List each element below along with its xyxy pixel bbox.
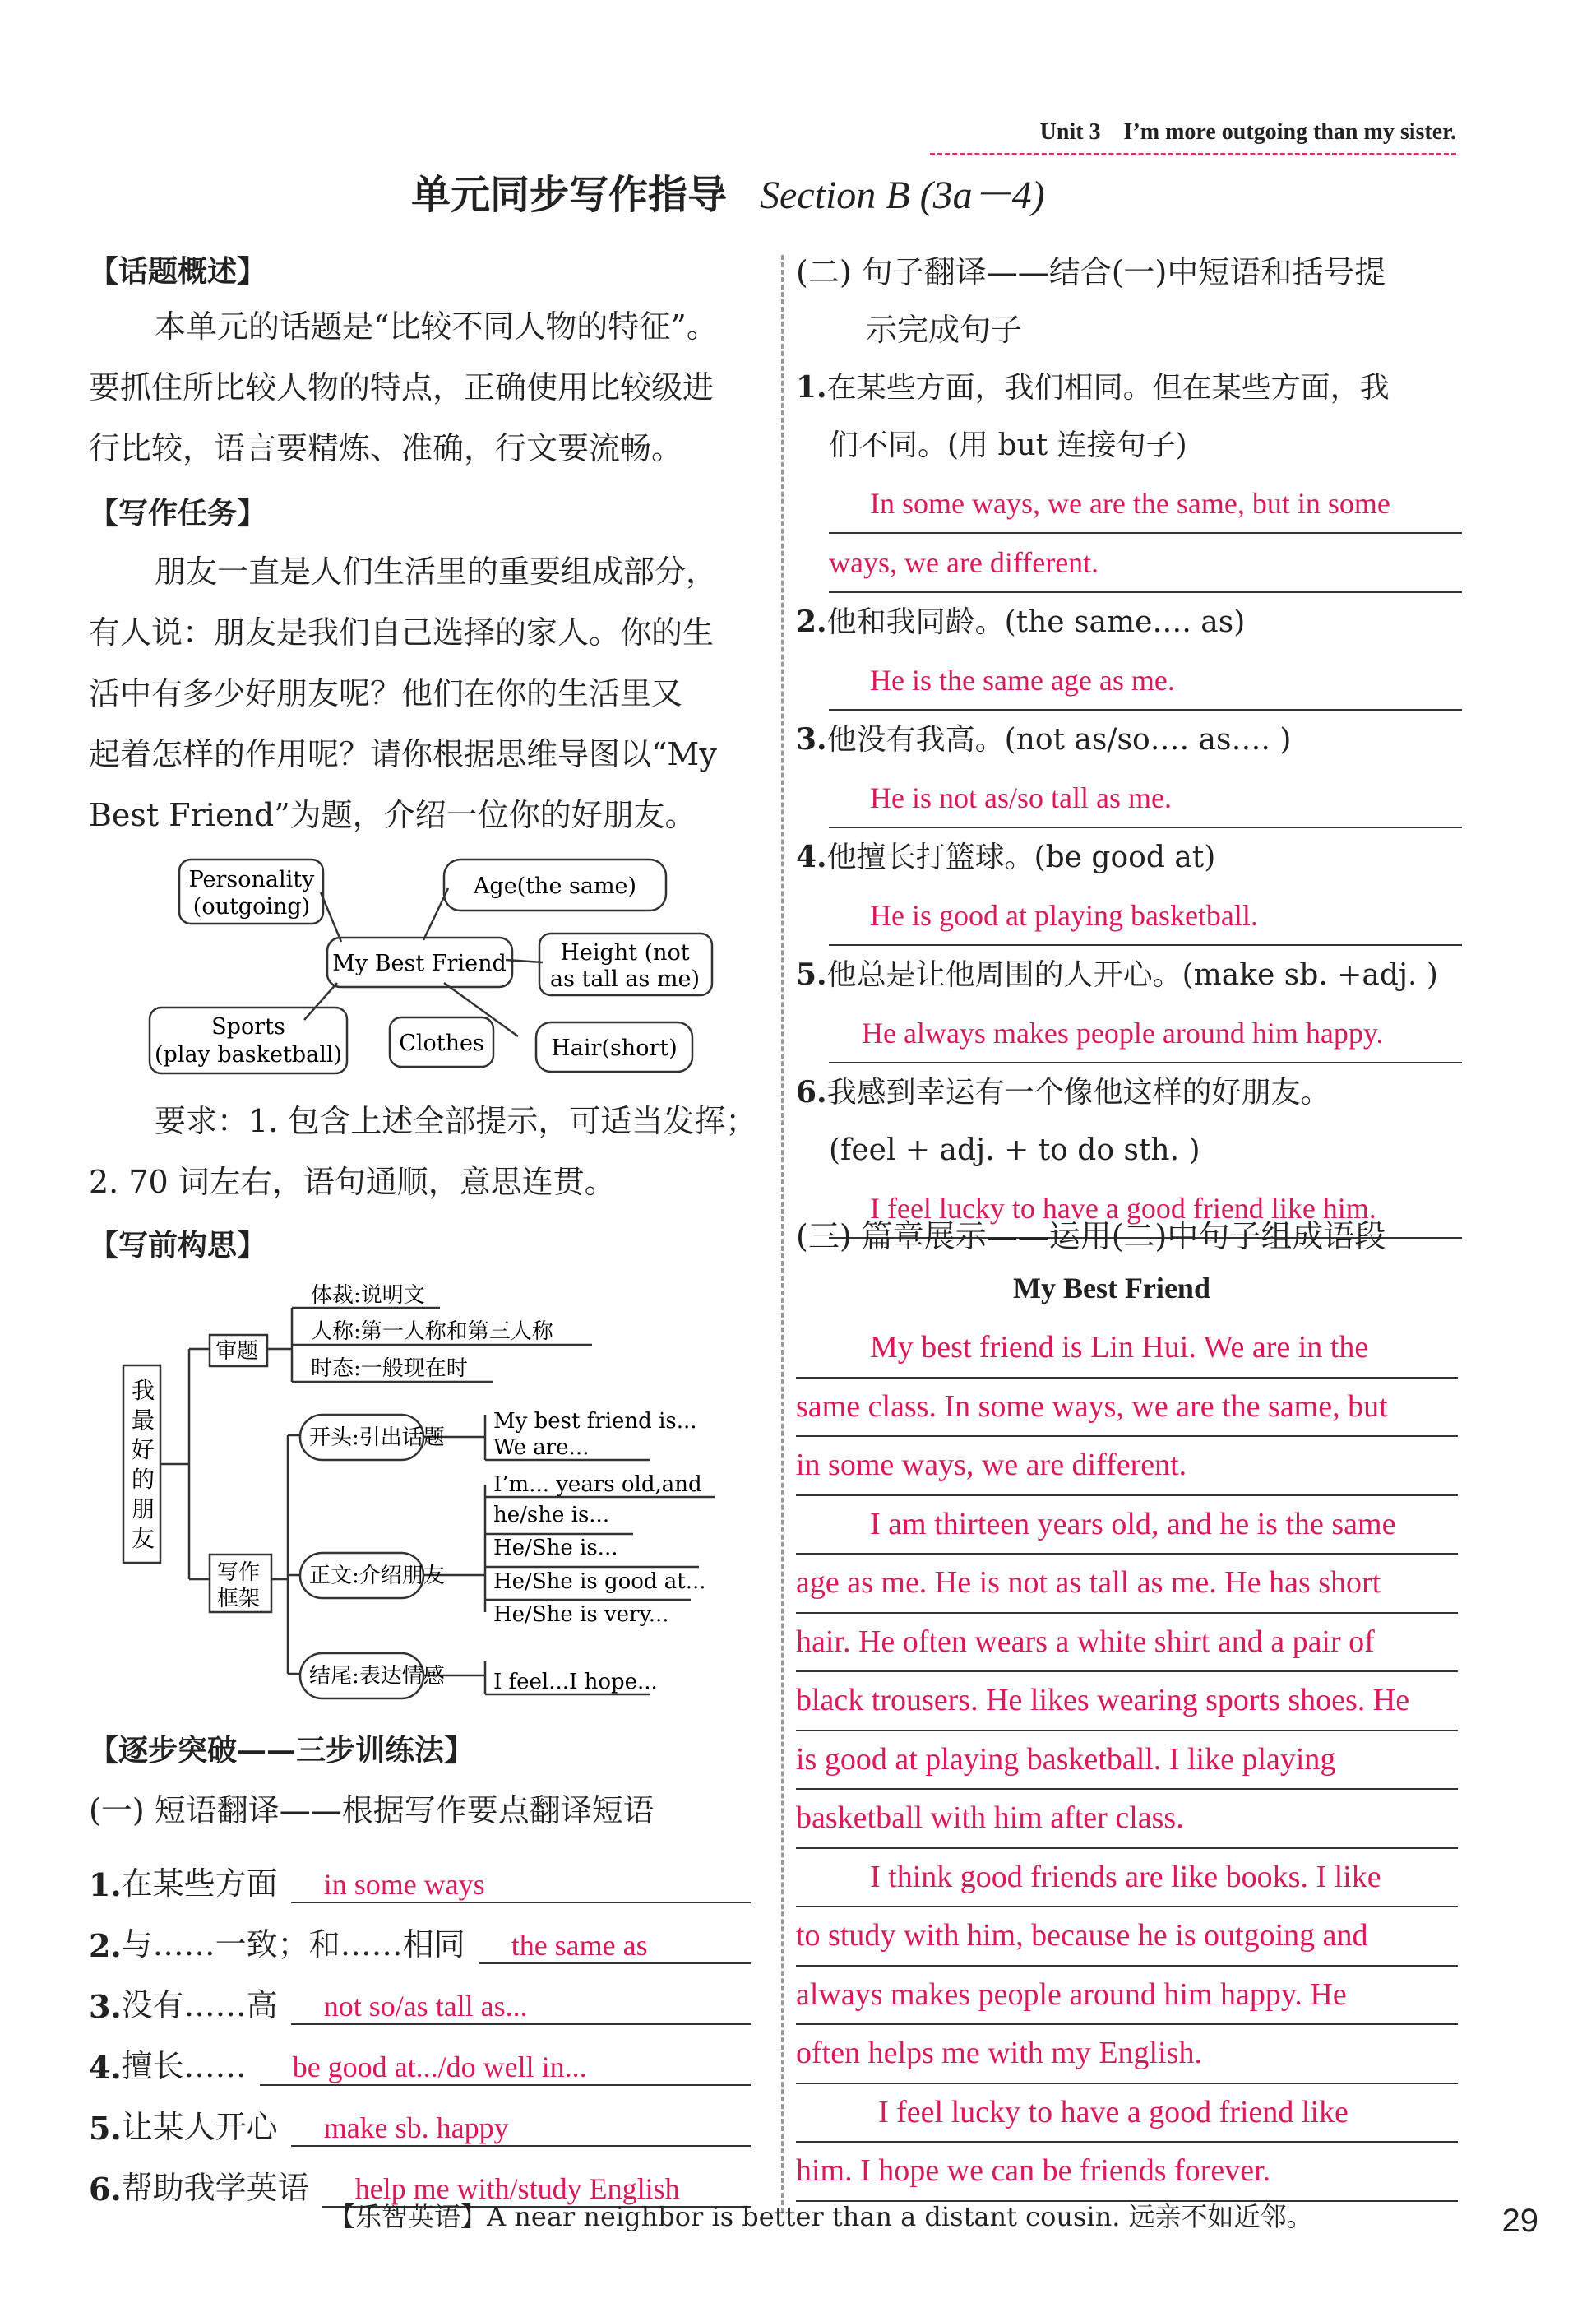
tree-zhengwen: 正文:介绍朋友	[309, 1564, 445, 1588]
task-line: 朋友一直是人们生活里的重要组成部分，	[155, 554, 718, 590]
paragraph-heading: (三) 篇章展示——运用(二)中句子组成语段	[796, 1218, 1386, 1254]
title-main: 单元同步写作指导	[411, 172, 728, 218]
page-number: 29	[1501, 2203, 1538, 2239]
phrase-item	[89, 1903, 751, 1964]
tree-zhengwen-line: He/She is good at...	[493, 1569, 706, 1594]
sentence-num: 5.	[796, 957, 827, 992]
sentence-item	[796, 828, 1462, 946]
sentence-question: 他总是让他周围的人开心。(make sb. +adj. )	[826, 958, 1438, 992]
tree-zhengwen-line: he/she is...	[493, 1503, 610, 1527]
essay-line: black trousers. He likes wearing sports shoes. He	[796, 1672, 1458, 1731]
mm-sports-sub: (play basketball)	[155, 1042, 342, 1068]
tree-kaitou-line: My best friend is...	[493, 1409, 697, 1434]
sentence-item	[796, 711, 1462, 828]
phrase-answer: make sb. happy	[291, 2111, 751, 2147]
topic-heading: 【话题概述】	[89, 254, 267, 289]
topic-line: 要抓住所比较人物的特点，正确使用比较级进	[89, 369, 715, 405]
phrase-answer: the same as	[479, 1928, 751, 1964]
sentence-num: 4.	[796, 840, 827, 874]
sentence-question: (feel + adj. + to do sth. )	[829, 1133, 1200, 1167]
tree-kaitou-line: We are...	[493, 1435, 590, 1460]
sentence-answer: I feel lucky to have a good friend like him.	[829, 1179, 1462, 1239]
task-line: Best Friend”为题，介绍一位你的好朋友。	[89, 797, 696, 833]
req-line: 要求：1. 包含上述全部提示，可适当发挥；	[155, 1103, 757, 1139]
root-char: 友	[132, 1525, 155, 1552]
essay-line: same class. In some ways, we are the same, but	[796, 1379, 1458, 1438]
tree-shenti: 审题	[215, 1339, 259, 1364]
mm-sports: Sports	[211, 1014, 285, 1040]
task-line: 起着怎样的作用呢？请你根据思维导图以“My	[89, 736, 717, 772]
sentence-num: 2.	[796, 605, 827, 639]
essay-line: often helps me with my English.	[796, 2025, 1458, 2084]
req-line: 2. 70 词左右，语句通顺，意思连贯。	[89, 1164, 616, 1200]
tree-root	[132, 1377, 155, 1552]
root-char: 我	[132, 1377, 155, 1404]
column-divider	[781, 255, 784, 2213]
sentence-answer: ways, we are different.	[829, 534, 1462, 593]
phrase-item	[89, 2025, 751, 2086]
tree-jiewei-line: I feel...I hope...	[493, 1670, 658, 1694]
phrase-item	[89, 1964, 751, 2025]
mind-map	[140, 851, 715, 1086]
step-heading: 【逐步突破——三步训练法】	[89, 1733, 474, 1768]
mm-age: Age(the same)	[473, 873, 637, 899]
essay-title: My Best Friend	[1013, 1272, 1210, 1304]
essay-line: I think good friends are like books. I like	[796, 1849, 1458, 1908]
phrase-num: 5.	[89, 2110, 122, 2147]
phrase-question: 让某人开心	[121, 2109, 278, 2145]
task-line: 活中有多少好朋友呢？他们在你的生活里又	[89, 675, 683, 711]
phrase-answer: not so/as tall as...	[291, 1989, 751, 2025]
sentence-question: 他擅长打篮球。(be good at)	[826, 841, 1216, 874]
sentence-heading-line: 示完成句子	[866, 312, 1023, 348]
phrase-num: 3.	[89, 1988, 122, 2025]
header-rule	[930, 153, 1456, 155]
root-char: 的	[132, 1466, 155, 1493]
sentence-num: 3.	[796, 722, 827, 757]
footer-proverb: 【乐智英语】A near neighbor is better than a distant cousin. 远亲不如近邻。	[329, 2201, 1313, 2232]
phrase-num: 4.	[89, 2049, 122, 2086]
plan-tree	[115, 1275, 724, 1703]
tree-kuangjia: 写作	[217, 1560, 261, 1585]
essay	[796, 1319, 1458, 2202]
phrase-item	[89, 2086, 751, 2147]
phrase-question: 在某些方面	[121, 1865, 278, 1902]
tree-jiewei: 结尾:表达情感	[309, 1664, 445, 1689]
phrase-heading: (一) 短语翻译——根据写作要点翻译短语	[89, 1792, 655, 1828]
essay-line: is good at playing basketball. I like playing	[796, 1731, 1458, 1791]
sentence-question: 我感到幸运有一个像他这样的好朋友。	[826, 1076, 1330, 1110]
phrase-num: 1.	[89, 1866, 122, 1903]
sentence-item	[796, 946, 1462, 1063]
phrase-answer: help me with/study English	[322, 2171, 751, 2208]
phrase-answer: in some ways	[291, 1867, 751, 1903]
phrase-question: 帮助我学英语	[121, 2170, 309, 2206]
essay-line: My best friend is Lin Hui. We are in the	[796, 1319, 1458, 1379]
mm-hair: Hair(short)	[551, 1036, 678, 1061]
sentence-answer: He is good at playing basketball.	[829, 887, 1462, 946]
tree-kaitou: 开头:引出话题	[309, 1425, 445, 1450]
mm-personality-sub: (outgoing)	[192, 894, 311, 920]
phrase-num: 6.	[89, 2171, 122, 2208]
sentence-question: 他没有我高。(not as/so…. as…. )	[826, 723, 1292, 757]
task-line: 有人说：朋友是我们自己选择的家人。你的生	[89, 614, 715, 651]
topic-line: 行比较，语言要精炼、准确，行文要流畅。	[89, 430, 683, 466]
mm-clothes: Clothes	[399, 1031, 484, 1056]
essay-line: hair. He often wears a white shirt and a pair of	[796, 1614, 1458, 1673]
sentence-heading	[796, 243, 1462, 359]
phrase-list	[89, 1842, 751, 2208]
topic-line: 本单元的话题是“比较不同人物的特征”。	[155, 308, 718, 345]
tree-tici: 体裁:说明文	[311, 1283, 425, 1308]
page-title	[411, 163, 1045, 220]
sentence-question: 他和我同龄。(the same…. as)	[826, 605, 1246, 639]
essay-line: basketball with him after class.	[796, 1790, 1458, 1849]
mm-height: Height (not	[560, 940, 690, 966]
mm-center: My Best Friend	[332, 951, 507, 976]
essay-line: I feel lucky to have a good friend like	[796, 2084, 1458, 2143]
phrase-question: 没有……高	[121, 1987, 278, 2023]
tree-kuangjia-2: 框架	[217, 1587, 261, 1611]
essay-line: I am thirteen years old, and he is the same	[796, 1496, 1458, 1555]
topic-text	[89, 296, 755, 479]
title-section: Section B (3a－4)	[760, 174, 1045, 217]
sentence-heading-line: (二) 句子翻译——结合(一)中短语和括号提	[796, 254, 1386, 290]
tree-shitai: 时态:一般现在时	[311, 1356, 468, 1381]
essay-line: in some ways, we are different.	[796, 1437, 1458, 1496]
tree-renchen: 人称:第一人称和第三人称	[311, 1319, 553, 1344]
sentence-answer: He is not as/so tall as me.	[829, 769, 1462, 828]
sentence-answer: In some ways, we are the same, but in some	[829, 475, 1462, 534]
root-char: 最	[132, 1406, 155, 1434]
essay-line: him. I hope we can be friends forever.	[796, 2143, 1458, 2202]
essay-line: to study with him, because he is outgoing and	[796, 1907, 1458, 1967]
sentence-num: 6.	[796, 1075, 827, 1110]
root-char: 朋	[132, 1495, 155, 1522]
sentence-num: 1.	[796, 370, 827, 405]
sentence-answer: He is the same age as me.	[829, 651, 1462, 711]
sentence-item	[796, 359, 1462, 593]
phrase-item	[89, 1842, 751, 1903]
sentence-question: 在某些方面，我们相同。但在某些方面，我	[826, 371, 1390, 405]
phrase-answer: be good at.../do well in...	[260, 2050, 751, 2086]
essay-line: age as me. He is not as tall as me. He has short	[796, 1555, 1458, 1614]
sentence-list	[796, 359, 1462, 1239]
tree-zhengwen-line: He/She is very...	[493, 1602, 669, 1627]
task-heading: 【写作任务】	[89, 496, 267, 531]
requirements	[89, 1091, 763, 1212]
sentence-item	[796, 593, 1462, 711]
phrase-question: 擅长……	[121, 2048, 247, 2084]
tree-zhengwen-line: I’m... years old,and	[493, 1472, 702, 1497]
tree-zhengwen-line: He/She is...	[493, 1536, 618, 1560]
sentence-answer: He always makes people around him happy.	[829, 1004, 1462, 1063]
mm-height-sub: as tall as me)	[550, 966, 700, 992]
phrase-num: 2.	[89, 1927, 122, 1964]
plan-heading: 【写前构思】	[89, 1228, 267, 1263]
phrase-question: 与……一致；和……相同	[121, 1926, 465, 1962]
mm-personality: Personality	[188, 867, 315, 892]
task-text	[89, 541, 755, 846]
sentence-question: 们不同。(用 but 连接句子)	[829, 429, 1187, 462]
essay-line: always makes people around him happy. He	[796, 1967, 1458, 2026]
running-header: Unit 3 I’m more outgoing than my sister.	[1039, 119, 1456, 145]
root-char: 好	[132, 1436, 155, 1463]
